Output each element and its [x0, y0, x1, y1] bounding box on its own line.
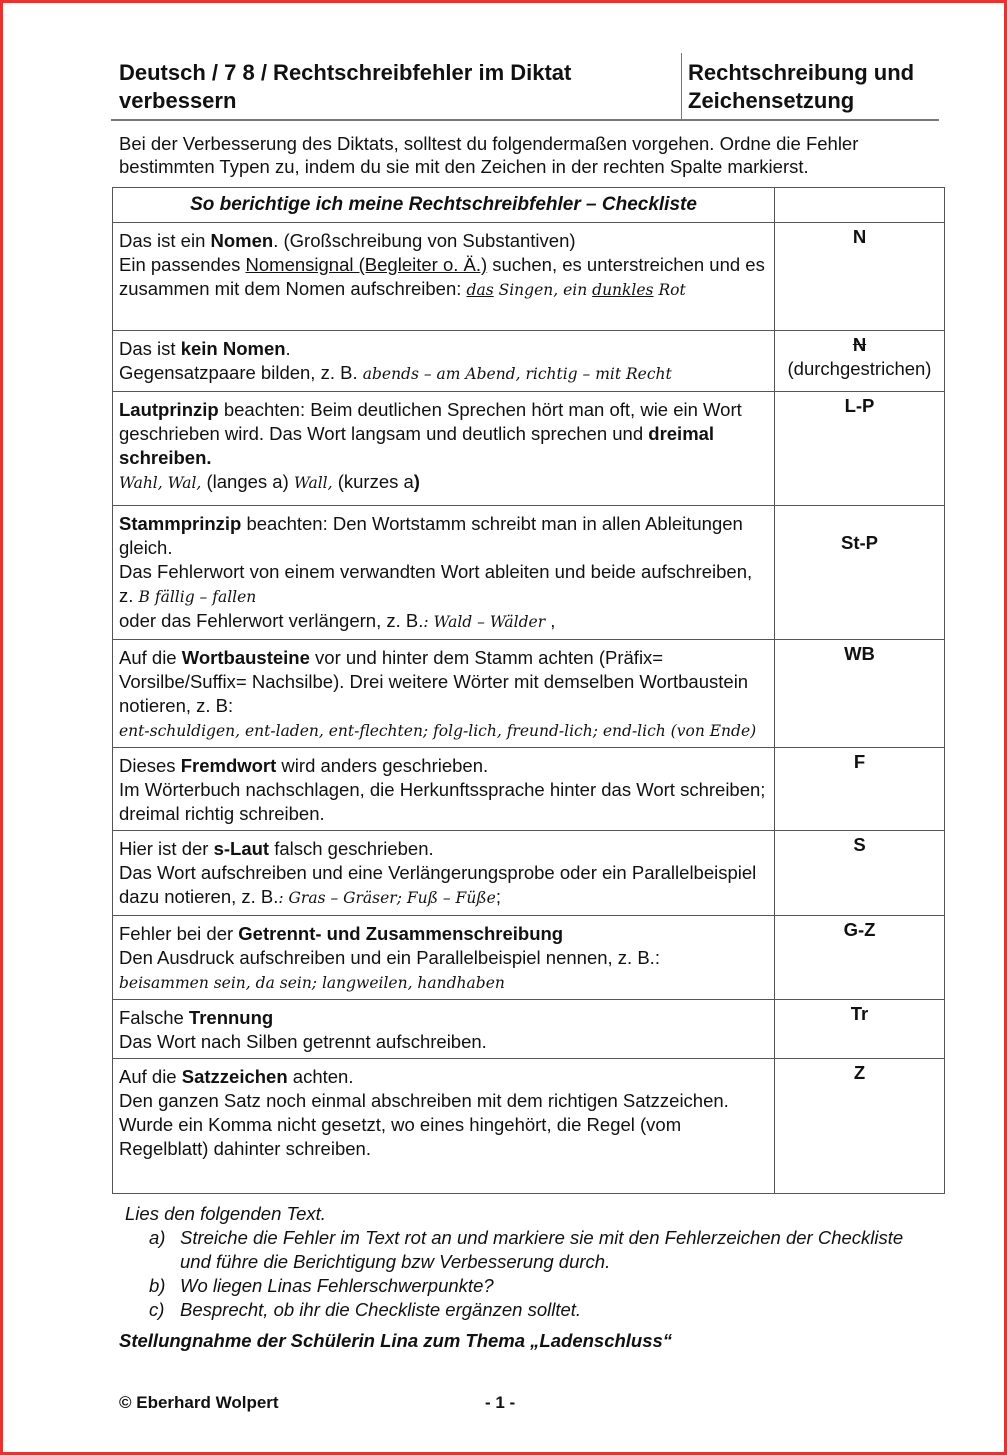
error-code: L-P — [775, 392, 945, 506]
document-title: Deutsch / 7 8 / Rechtschreibfehler im Diktat verbessern — [119, 60, 572, 113]
error-description: Lautprinzip beachten: Beim deutlichen Sprechen hört man oft, wie ein Wort geschrieben wird. Das Wort langsam und deutlich sprechen und dreimal schreiben. Wahl, Wal, (langes a) Wall, (kurzes a) — [113, 392, 775, 506]
example-text: dunkles — [592, 281, 654, 299]
error-code: St-P — [775, 506, 945, 640]
task-lead: Lies den folgenden Text. — [125, 1203, 326, 1224]
error-type: Lautprinzip — [119, 399, 219, 420]
error-code: N — [775, 223, 945, 331]
table-row — [113, 916, 945, 1000]
checklist-table — [112, 187, 945, 1194]
table-row — [113, 392, 945, 506]
example-text: beisammen sein, da sein; langweilen, handhaben — [119, 974, 505, 992]
copyright-footer: © Eberhard Wolpert — [119, 1393, 279, 1412]
error-code: F — [775, 748, 945, 831]
error-description: Das ist ein Nomen. (Großschreibung von Substantiven) Ein passendes Nomensignal (Begleiter o. Ä.) suchen, es unterstreichen und es zusammen mit dem Nomen aufschreiben: das Singen, ein dunkles Rot — [113, 223, 775, 331]
example-text: : Gras – Gräser; Fuß – Füße — [278, 889, 496, 907]
error-code: Z — [775, 1059, 945, 1194]
error-type: Trennung — [188, 1007, 274, 1028]
example-text: Wall, — [293, 474, 333, 492]
statement-heading: Stellungnahme der Schülerin Lina zum Thema „Ladenschluss“ — [119, 1330, 673, 1351]
example-text: das — [466, 281, 494, 299]
example-text: B fällig – fallen — [138, 588, 257, 606]
error-code: N (durchgestrichen) — [775, 331, 945, 392]
example-text: ent-schuldigen, ent-laden, ent-flechten; folg-lich, freund-lich; end-lich (von Ende) — [119, 722, 757, 740]
table-row — [113, 223, 945, 331]
example-text: Wahl, Wal, — [119, 474, 202, 492]
table-row — [113, 640, 945, 748]
table-row — [113, 748, 945, 831]
example-text: Singen, ein — [493, 281, 593, 299]
header-divider — [681, 53, 682, 119]
error-description: Hier ist der s-Laut falsch geschrieben. Das Wort aufschreiben und eine Verlängerungsprobe oder ein Parallelbeispiel dazu notieren, z. B.: Gras – Gräser; Fuß – Füße; — [113, 831, 775, 916]
error-description: Stammprinzip beachten: Den Wortstamm schreibt man in allen Ableitungen gleich. Das Fehlerwort von einem verwandten Wort ableiten und beide aufschreiben, z. B fällig – fallen oder das Fehlerwort verlängern, z. B.: Wald – Wälder , — [113, 506, 775, 640]
checklist-heading: So berichtige ich meine Rechtschreibfehler – Checkliste — [113, 188, 775, 223]
table-row — [113, 331, 945, 392]
checklist-header-row — [113, 188, 945, 223]
error-type: s-Laut — [213, 838, 270, 859]
list-item: a) Streiche die Fehler im Text rot an und markiere sie mit den Fehlerzeichen der Checkliste und führe die Berichtigung bzw Verbesserung durch. — [149, 1227, 904, 1272]
error-code-note: (durchgestrichen) — [787, 358, 932, 379]
list-item: b) Wo liegen Linas Fehlerschwerpunkte? — [149, 1275, 494, 1296]
error-description: Das ist kein Nomen. Gegensatzpaare bilden, z. B. abends – am Abend, richtig – mit Recht — [113, 331, 775, 392]
error-type: Wortbausteine — [181, 647, 310, 668]
error-type: Stammprinzip — [119, 513, 242, 534]
page-number: - 1 - — [485, 1393, 516, 1412]
error-description: Auf die Wortbausteine vor und hinter dem Stamm achten (Präfix= Vorsilbe/Suffix= Nachsilbe). Drei weitere Wörter mit demselben Wortbaustein notieren, z. B: ent-schuldigen, ent-laden, ent-flechten; folg-lich, freund-lich; end-lich (von Ende) — [113, 640, 775, 748]
table-row — [113, 1000, 945, 1059]
error-description: Falsche Trennung Das Wort nach Silben getrennt aufschreiben. — [113, 1000, 775, 1059]
error-description: Fehler bei der Getrennt- und Zusammenschreibung Den Ausdruck aufschreiben und ein Parallelbeispiel nennen, z. B.: beisammen sein, da sein; langweilen, handhaben — [113, 916, 775, 1000]
example-text: abends – am Abend, richtig – mit Recht — [362, 365, 672, 383]
example-text: : Wald – Wälder — [423, 613, 546, 631]
document-topic: Rechtschreibung und Zeichensetzung — [688, 60, 915, 113]
table-row — [113, 1059, 945, 1194]
error-code: WB — [775, 640, 945, 748]
table-row — [113, 831, 945, 916]
error-type: Satzzeichen — [181, 1066, 288, 1087]
task-items — [125, 1226, 925, 1322]
list-item: c) Besprecht, ob ihr die Checkliste ergänzen solltet. — [149, 1299, 582, 1320]
document-header — [111, 53, 939, 121]
error-type: kein Nomen — [180, 338, 286, 359]
table-row — [113, 506, 945, 640]
intro-text: Bei der Verbesserung des Diktats, solltest du folgendermaßen vorgehen. Ordne die Fehler bestimmten Typen zu, indem du sie mit den Zeichen in der rechten Spalte markierst. — [119, 133, 859, 177]
error-code: G-Z — [775, 916, 945, 1000]
error-type: Nomen — [210, 230, 274, 251]
error-code: Tr — [775, 1000, 945, 1059]
example-text: Rot — [653, 281, 686, 299]
nomensignal-term: Nomensignal (Begleiter o. Ä.) — [245, 254, 488, 275]
error-type: Fremdwort — [180, 755, 277, 776]
task-list — [125, 1202, 925, 1322]
checklist-heading-empty — [775, 188, 945, 223]
error-type: Getrennt- und Zusammenschreibung — [238, 923, 564, 944]
error-description: Dieses Fremdwort wird anders geschrieben. Im Wörterbuch nachschlagen, die Herkunftssprache hinter das Wort schreiben; dreimal richtig schreiben. — [113, 748, 775, 831]
error-description: Auf die Satzzeichen achten. Den ganzen Satz noch einmal abschreiben mit dem richtigen Satzzeichen. Wurde ein Komma nicht gesetzt, wo eines hingehört, die Regel (vom Regelblatt) dahinter schreiben. — [113, 1059, 775, 1194]
error-code: S — [775, 831, 945, 916]
